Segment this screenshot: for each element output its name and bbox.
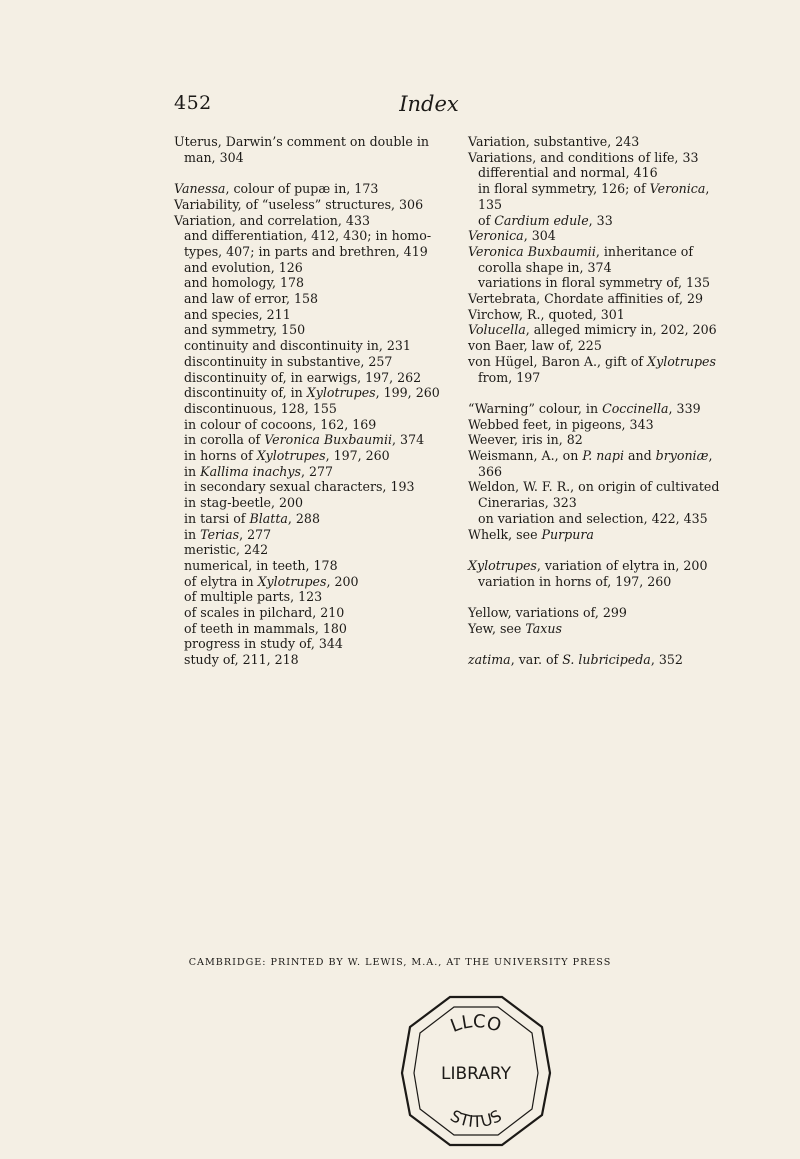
index-entry: Virchow, R., quoted, 301 — [468, 306, 625, 322]
italic-term: Volucella — [468, 322, 526, 338]
entry-text: , 339 — [668, 400, 701, 416]
entry-text: in horns of — [184, 448, 257, 464]
index-subentry — [174, 448, 454, 464]
index-subentry: in colour of cocoons, 162, 169 — [184, 416, 377, 432]
entry-text: , 197, 260 — [325, 448, 390, 464]
italic-term: Xylotrupes — [256, 448, 326, 464]
index-subentry: and evolution, 126 — [184, 259, 303, 275]
index-subentry: differential and normal, 416 — [478, 165, 658, 181]
entry-text: von Hügel, Baron A., gift of — [468, 353, 648, 369]
entry-text: , 199, 260 — [375, 385, 440, 401]
index-entry: von Baer, law of, 225 — [468, 338, 602, 354]
index-entry — [468, 322, 730, 338]
index-subentry: corolla shape in, 374 — [478, 259, 612, 275]
index-subentry: from, 197 — [478, 369, 541, 385]
italic-term: Vanessa — [174, 181, 226, 197]
entry-text: discontinuity of, in — [184, 385, 307, 401]
entry-text: , 288 — [287, 510, 320, 526]
index-subentry: of scales in pilchard, 210 — [184, 605, 345, 621]
index-entry: Variability, of “useless” structures, 306 — [174, 196, 424, 212]
page-number: 452 — [174, 92, 212, 114]
entry-text: , — [705, 181, 710, 197]
entry-text: “Warning” colour, in — [468, 400, 603, 416]
index-entry: Variation, and correlation, 433 — [174, 212, 370, 228]
library-stamp-graphic — [392, 987, 560, 1155]
index-subentry: study of, 211, 218 — [184, 652, 299, 668]
index-subentry — [174, 385, 454, 401]
index-column-right — [468, 134, 730, 668]
index-subentry: and symmetry, 150 — [184, 322, 306, 338]
index-subentry — [174, 511, 454, 527]
entry-text: , var. of — [510, 652, 563, 668]
index-subentry: on variation and selection, 422, 435 — [478, 510, 708, 526]
index-entry: Vertebrata, Chordate affinities of, 29 — [468, 291, 703, 307]
italic-term: Taxus — [525, 620, 562, 636]
index-entry: Weldon, W. F. R., on origin of cultivated — [468, 479, 720, 495]
library-stamp — [392, 987, 560, 1159]
index-entry — [468, 228, 730, 244]
italic-term: Xylotrupes — [306, 385, 376, 401]
stamp-center-text: LIBRARY — [440, 1064, 512, 1084]
index-subentry: man, 304 — [184, 149, 244, 165]
entry-text: Whelk, see — [468, 526, 542, 542]
italic-term: Veronica Buxbaumii — [468, 243, 596, 259]
italic-term: Veronica — [649, 181, 706, 197]
italic-term: P. napi — [582, 448, 624, 464]
italic-term: Terias — [200, 526, 240, 542]
entry-text: Yew, see — [468, 620, 526, 636]
index-subentry: and law of error, 158 — [184, 291, 319, 307]
index-subentry: types, 407; in parts and brethren, 419 — [184, 243, 428, 259]
entry-text: in corolla of — [184, 432, 265, 448]
index-subentry: and differentiation, 412, 430; in homo- — [184, 228, 432, 244]
index-entry — [468, 244, 730, 260]
index-entry: Yellow, variations of, 299 — [468, 605, 627, 621]
index-subentry — [174, 464, 454, 480]
entry-spacer — [468, 385, 730, 401]
index-entry — [468, 401, 730, 417]
italic-term: Veronica — [468, 228, 524, 244]
index-subentry: 366 — [478, 463, 503, 479]
entry-text: , variation of elytra in, 200 — [536, 557, 708, 573]
index-subentry: numerical, in teeth, 178 — [184, 557, 338, 573]
entry-text: , — [708, 448, 713, 464]
entry-text: in — [184, 526, 201, 542]
index-subentry: of multiple parts, 123 — [184, 589, 323, 605]
entry-spacer — [468, 636, 730, 652]
index-subentry: discontinuous, 128, 155 — [184, 400, 337, 416]
entry-text: and — [623, 448, 656, 464]
italic-term: Purpura — [541, 526, 594, 542]
index-subentry: in stag-beetle, 200 — [184, 495, 304, 511]
index-subentry: discontinuity in substantive, 257 — [184, 353, 393, 369]
index-subentry: in secondary sexual characters, 193 — [184, 479, 415, 495]
index-entry — [468, 527, 730, 543]
index-subentry: and homology, 178 — [184, 275, 305, 291]
stamp-top-text: LLCO — [447, 1011, 504, 1037]
entry-text: , 277 — [239, 526, 272, 542]
entry-text: in floral symmetry, 126; of — [478, 181, 650, 197]
entry-text: , 200 — [326, 573, 359, 589]
index-subentry: Cinerarias, 323 — [478, 495, 577, 511]
index-subentry: 135 — [478, 196, 503, 212]
index-entry: Uterus, Darwin’s comment on double in — [174, 134, 430, 149]
entry-text: Weismann, A., on — [468, 448, 583, 464]
index-entry: Variation, substantive, 243 — [468, 134, 640, 149]
italic-term: Xylotrupes — [647, 353, 716, 369]
index-subentry — [174, 574, 454, 590]
entry-text: , inheritance of — [595, 243, 694, 259]
entry-text: , 277 — [301, 463, 334, 479]
entry-spacer — [468, 589, 730, 605]
italic-term: Blatta — [249, 510, 288, 526]
index-subentry: meristic, 242 — [184, 542, 269, 558]
entry-text: , 352 — [650, 652, 683, 668]
stamp-bottom-text: STITUS — [447, 1106, 505, 1132]
index-column-left — [174, 134, 454, 668]
index-entry — [468, 448, 730, 464]
italic-term: Coccinella — [602, 400, 669, 416]
page-header — [174, 92, 684, 120]
index-subentry — [468, 213, 730, 229]
entry-text: in — [184, 463, 201, 479]
entry-text: , 304 — [523, 228, 556, 244]
index-subentry: variations in floral symmetry of, 135 — [478, 275, 711, 291]
index-subentry: variation in horns of, 197, 260 — [478, 573, 672, 589]
entry-spacer — [174, 165, 454, 181]
italic-term: Cardium edule — [494, 212, 589, 228]
italic-term: S. lubricipeda — [562, 652, 651, 668]
index-entry — [468, 558, 730, 574]
index-subentry — [468, 181, 730, 197]
index-subentry — [174, 432, 454, 448]
entry-text: of — [478, 212, 495, 228]
entry-spacer — [468, 542, 730, 558]
index-subentry: discontinuity of, in earwigs, 197, 262 — [184, 369, 422, 385]
italic-term: bryoniæ — [655, 448, 709, 464]
index-entry — [468, 354, 730, 370]
index-subentry: of teeth in mammals, 180 — [184, 620, 347, 636]
running-head: Index — [399, 92, 459, 116]
printer-imprint: CAMBRIDGE: PRINTED BY W. LEWIS, M.A., AT THE UNIVERSITY PRESS — [188, 957, 612, 968]
index-subentry: progress in study of, 344 — [184, 636, 343, 652]
index-entry — [468, 621, 730, 637]
index-entry — [468, 652, 730, 668]
index-entry: Webbed feet, in pigeons, 343 — [468, 416, 654, 432]
italic-term: Kallima inachys — [200, 463, 301, 479]
entry-text: in tarsi of — [184, 510, 250, 526]
index-subentry: continuity and discontinuity in, 231 — [184, 338, 411, 354]
italic-term: zatima — [468, 652, 511, 668]
entry-text: , 33 — [588, 212, 613, 228]
entry-text: of elytra in — [184, 573, 258, 589]
italic-term: Xylotrupes — [257, 573, 327, 589]
index-subentry — [174, 527, 454, 543]
entry-text: , colour of pupæ in, 173 — [225, 181, 379, 197]
italic-term: Veronica Buxbaumii — [264, 432, 393, 448]
entry-text: , alleged mimicry in, 202, 206 — [525, 322, 717, 338]
index-entry: Variations, and conditions of life, 33 — [468, 149, 699, 165]
index-subentry: and species, 211 — [184, 306, 291, 322]
entry-text: , 374 — [392, 432, 425, 448]
index-entry — [174, 181, 454, 197]
italic-term: Xylotrupes — [468, 557, 537, 573]
index-entry: Weever, iris in, 82 — [468, 432, 583, 448]
